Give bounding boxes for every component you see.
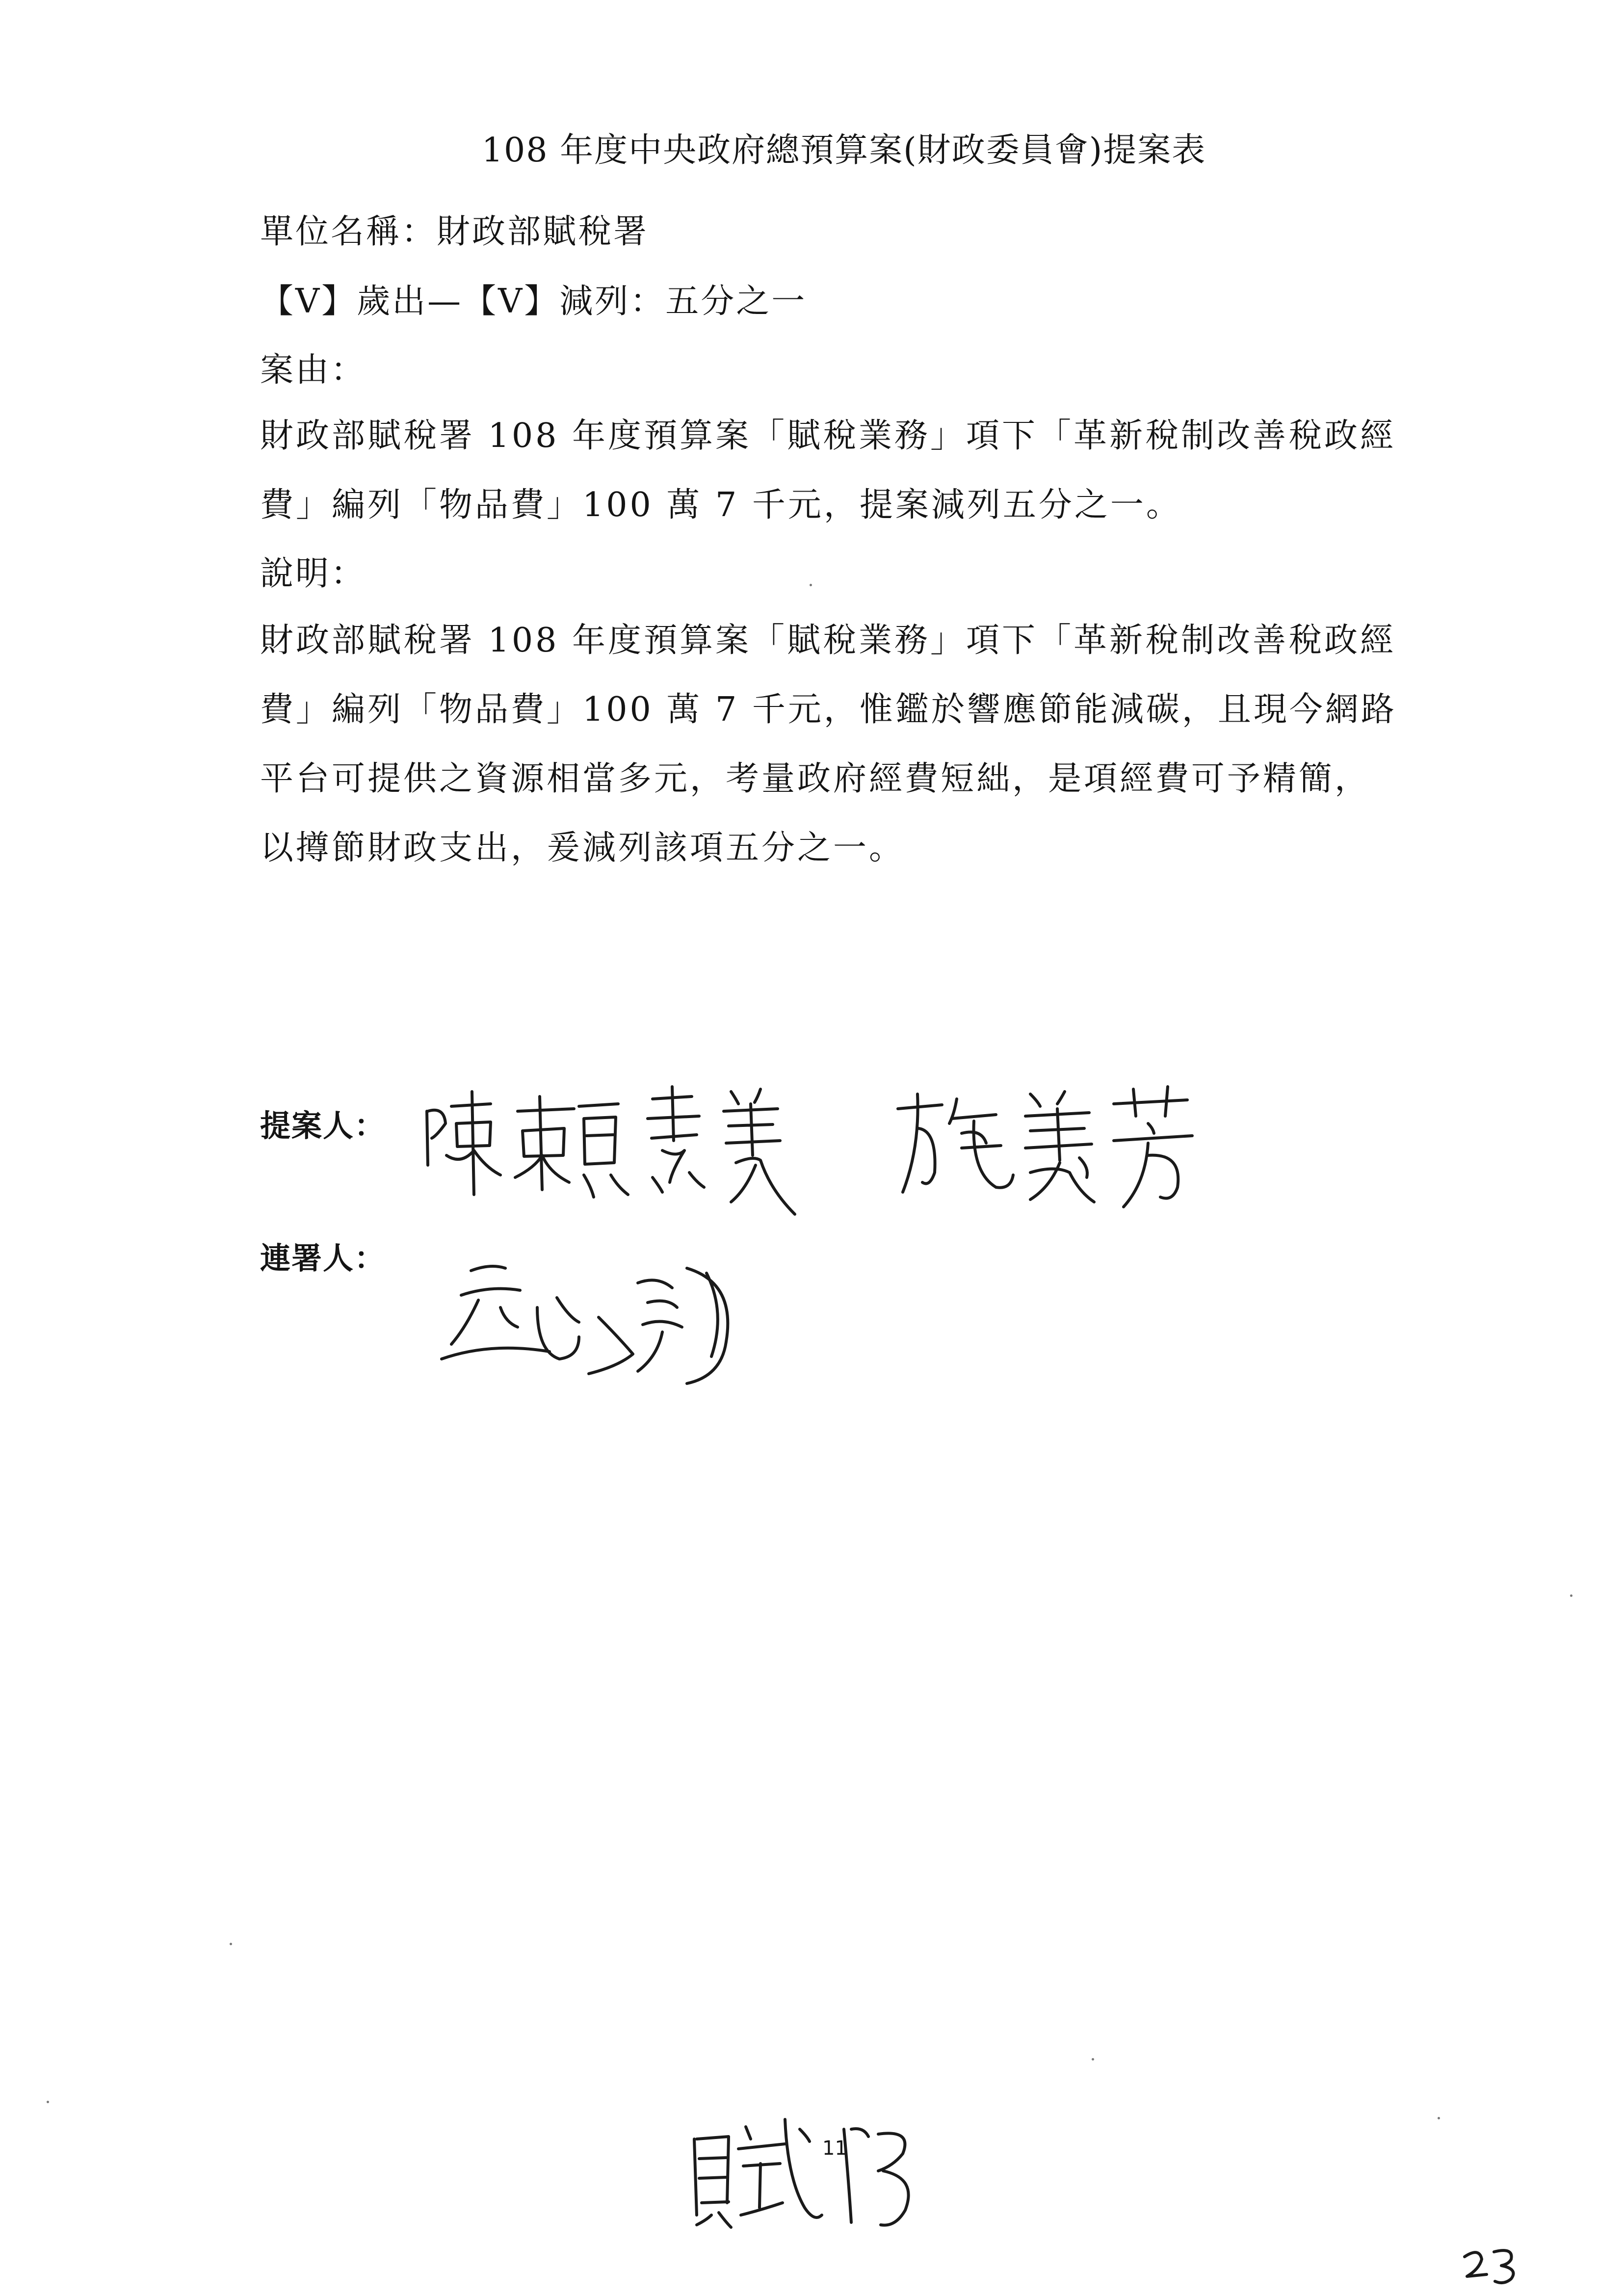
explanation-heading: 說明： (260, 554, 367, 593)
proposer-label: 提案人： (260, 1108, 386, 1144)
category-line: 【V】歲出—【V】減列：五分之一 (260, 282, 807, 321)
reason-heading: 案由： (260, 351, 367, 390)
reason-text: 財政部賦稅署 108 年度預算案「賦稅業務」項下「革新稅制改善稅政經費」編列「物品費」100 萬 7 千元，提案減列五分之一。 (260, 417, 1396, 524)
cosigner-1-signature (432, 1253, 785, 1396)
unit-line: 單位名稱：財政部賦稅署 (260, 212, 649, 251)
scan-speck (1092, 2058, 1094, 2061)
scan-speck (1438, 2117, 1440, 2119)
explanation-text: 財政部賦稅署 108 年度預算案「賦稅業務」項下「革新稅制改善稅政經費」編列「物品費」100 萬 7 千元，惟鑑於響應節能減碳，且現今網路平台可提供之資源相當多元，考量政府經費短絀，是項經費可予精簡，以撙節財政支出，爰減列該項五分之一。 (260, 621, 1397, 867)
scan-speck (1570, 1594, 1572, 1597)
corner-mark-signature (1460, 2242, 1533, 2286)
document-title: 108 年度中央政府總預算案(財政委員會)提案表 (481, 131, 1206, 170)
cosigner-label: 連署人： (260, 1240, 386, 1276)
footer-mark-signature (682, 2110, 937, 2237)
scan-speck (810, 584, 812, 586)
proposer-1-signature (417, 1077, 819, 1224)
page-number: 11 (822, 2137, 847, 2160)
proposer-2-signature (883, 1074, 1227, 1222)
scan-speck (230, 1943, 232, 1945)
scan-speck (47, 2101, 49, 2103)
